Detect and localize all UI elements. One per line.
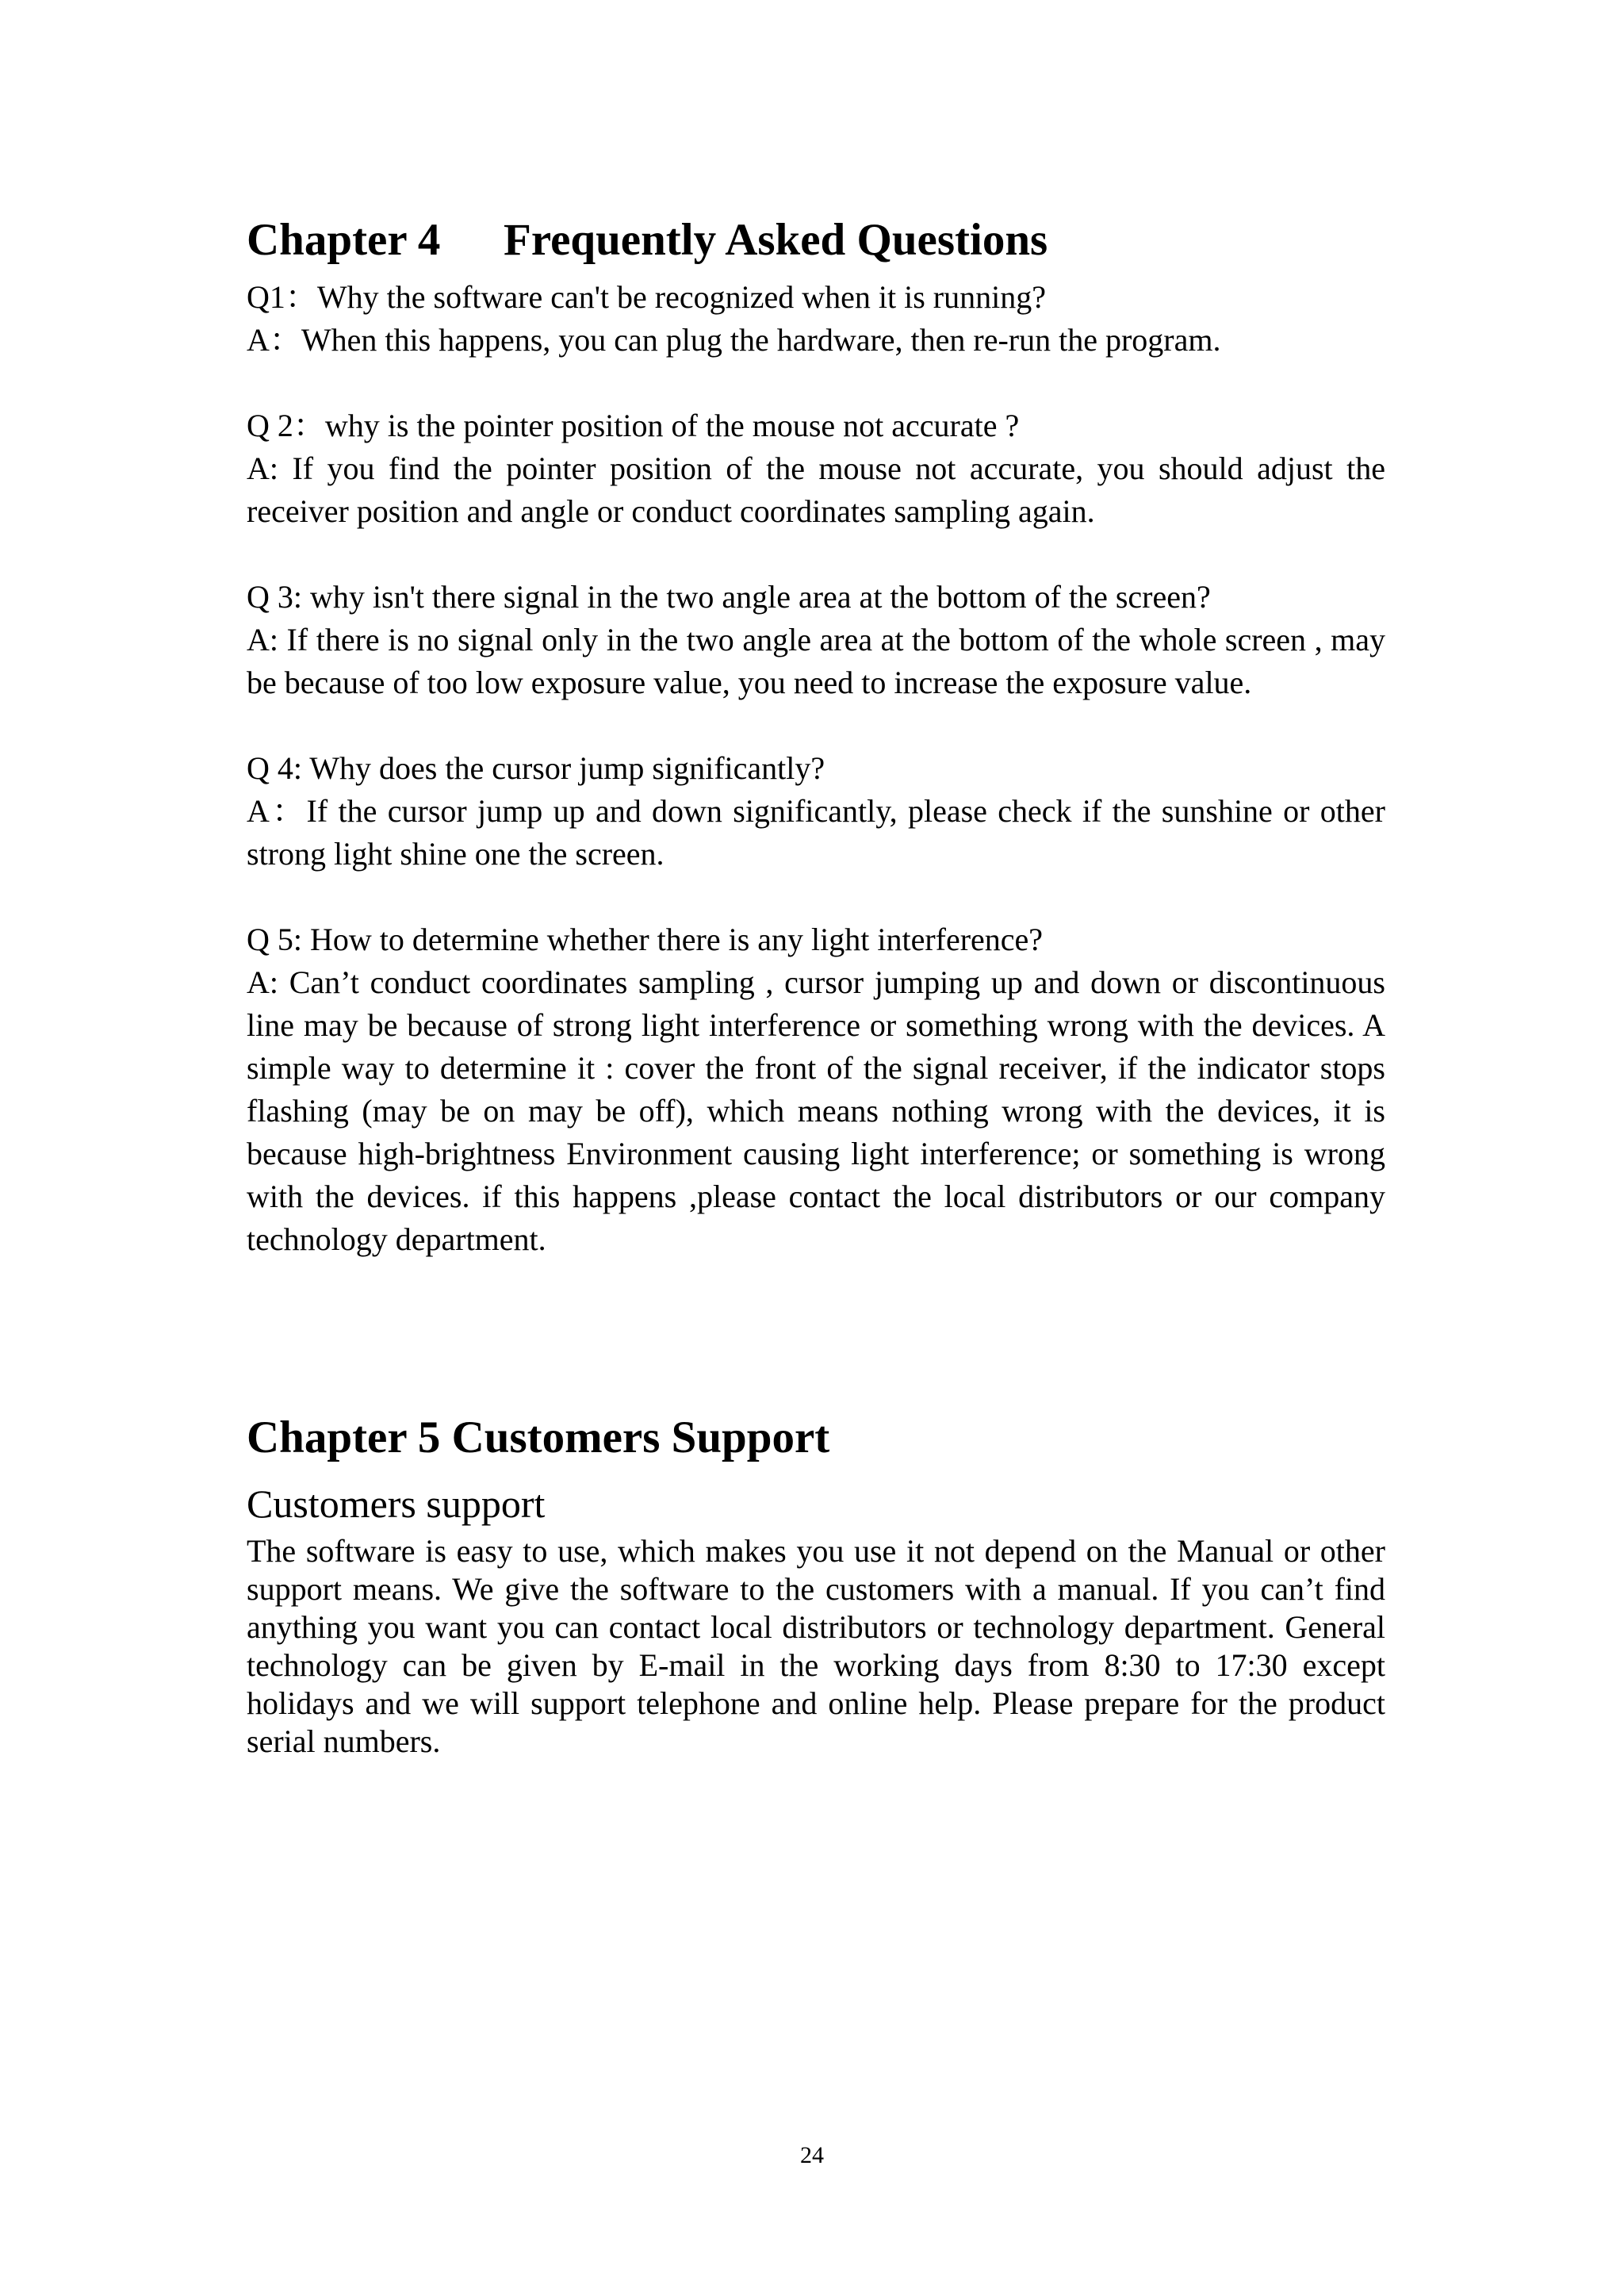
- faq-question: Q 3: why isn't there signal in the two angle area at the bottom of the screen?: [247, 579, 1211, 615]
- faq-answer: A：If the cursor jump up and down significantly, please check if the sunshine or other strong light shine one the screen.: [247, 793, 1385, 872]
- faq-answer: A: If you find the pointer position of the mouse not accurate, you should adjust the receiver position and angle or conduct coordinates sampling again.: [247, 450, 1385, 529]
- faq-answer: A：When this happens, you can plug the hardware, then re-run the program.: [247, 322, 1221, 358]
- faq-answer: A: If there is no signal only in the two angle area at the bottom of the whole screen , may be because of too low exposure value, you need to increase the exposure value.: [247, 622, 1385, 700]
- faq-item-1: [247, 276, 1385, 362]
- chapter-4-number: Chapter 4: [247, 215, 441, 265]
- chapter-5-section: [247, 1402, 1385, 1761]
- faq-item-2: [247, 404, 1385, 533]
- faq-answer: A: Can’t conduct coordinates sampling , cursor jumping up and down or discontinuous line may be because of strong light interference or something wrong with the devices. A simple way to determine it : cover the front of the signal receiver, if the indicator stops flashing (may be on may be off), which means nothing wrong with the devices, it is because high-brightness Environment causing light interference; or something is wrong with the devices. if this happens ,please contact the local distributors or our company technology department.: [247, 964, 1385, 1257]
- chapter-4-title: Frequently Asked Questions: [504, 215, 1048, 265]
- customers-support-body: The software is easy to use, which makes you use it not depend on the Manual or other support means. We give the software to the customers with a manual. If you can’t find anything you want you can contact local distributors or technology department. General technology can be given by E-mail in the working days from 8:30 to 17:30 except holidays and we will support telephone and online help. Please prepare for the product serial numbers.: [247, 1533, 1385, 1759]
- customers-support-subheading: Customers support: [247, 1481, 546, 1526]
- faq-question: Q 2：why is the pointer position of the mouse not accurate ?: [247, 408, 1020, 443]
- chapter-5-heading: Chapter 5 Customers Support: [247, 1412, 830, 1462]
- page-number: 24: [800, 2142, 824, 2168]
- faq-item-5: [247, 918, 1385, 1261]
- faq-question: Q 5: How to determine whether there is any light interference?: [247, 922, 1044, 957]
- faq-question: Q 4: Why does the cursor jump significantly?: [247, 750, 825, 786]
- chapter-4-section: [247, 205, 1385, 1261]
- faq-item-4: [247, 747, 1385, 876]
- faq-item-3: [247, 576, 1385, 704]
- faq-question: Q1：Why the software can't be recognized when it is running?: [247, 279, 1046, 315]
- chapter-4-heading: [247, 205, 1385, 276]
